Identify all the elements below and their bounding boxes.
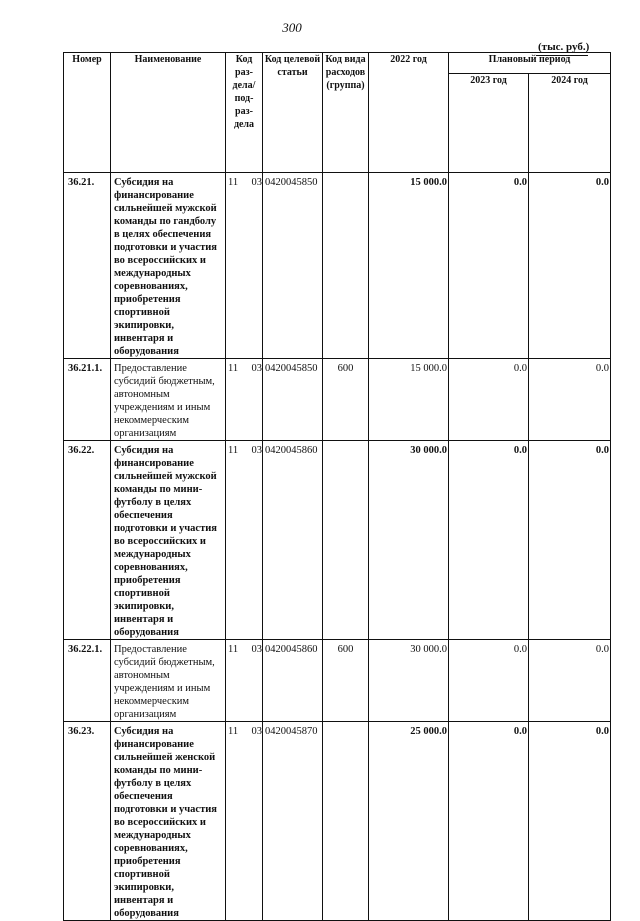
row-subsection: 03 xyxy=(251,445,262,456)
row-name: Субсидия на финансирование сильнейшей женской команды по мини-футболу в целях обеспечения подготовки и участия во всероссийских и международных соревнованиях, приобретения спортивной экипировки, инвентаря и оборудования xyxy=(111,722,226,921)
row-target-code: 0420045850 xyxy=(263,173,323,359)
row-target-code: 0420045860 xyxy=(263,441,323,640)
row-number: 36.21. xyxy=(64,173,111,359)
row-amount-2024: 0.0 xyxy=(529,359,611,441)
header-planned-period: Плановый период xyxy=(449,53,611,74)
row-section: 11 xyxy=(228,177,239,188)
row-amount-2022: 25 000.0 xyxy=(369,722,449,921)
row-amount-2023: 0.0 xyxy=(449,359,529,441)
row-amount-2022: 15 000.0 xyxy=(369,359,449,441)
row-section: 11 xyxy=(228,445,239,456)
units-label: (тыс. руб.) xyxy=(538,41,590,53)
row-subsection: 03 xyxy=(251,177,262,188)
row-amount-2023: 0.0 xyxy=(449,640,529,722)
row-section: 11 xyxy=(228,726,239,737)
table-row xyxy=(64,359,611,441)
header-expense-kind-code: Код вида расходов (группа) xyxy=(323,53,369,173)
row-subsection: 03 xyxy=(251,726,262,737)
table-row xyxy=(64,640,611,722)
row-expense-kind: 600 xyxy=(323,640,369,722)
row-section: 11 xyxy=(228,363,239,374)
row-number: 36.21.1. xyxy=(64,359,111,441)
row-number: 36.22.1. xyxy=(64,640,111,722)
header-section-code: Код раз-дела/ под-раз-дела xyxy=(226,53,263,173)
budget-table xyxy=(63,52,611,921)
row-amount-2023: 0.0 xyxy=(449,441,529,640)
table-row xyxy=(64,722,611,921)
row-target-code: 0420045870 xyxy=(263,722,323,921)
row-name: Субсидия на финансирование сильнейшей мужской команды по мини-футболу в целях обеспечения подготовки и участия во всероссийских и международных соревнованиях, приобретения спортивной экипировки, инвентаря и оборудования xyxy=(111,441,226,640)
header-year-2022: 2022 год xyxy=(369,53,449,173)
row-name: Субсидия на финансирование сильнейшей мужской команды по гандболу в целях обеспечения подготовки и участия во всероссийских и международных соревнованиях, приобретения спортивной экипировки, инвентаря и оборудования xyxy=(111,173,226,359)
header-year-2024: 2024 год xyxy=(529,74,611,173)
row-amount-2022: 30 000.0 xyxy=(369,640,449,722)
header-year-2023: 2023 год xyxy=(449,74,529,173)
row-expense-kind xyxy=(323,173,369,359)
row-section-code xyxy=(226,359,263,441)
row-amount-2022: 15 000.0 xyxy=(369,173,449,359)
row-expense-kind xyxy=(323,722,369,921)
row-name: Предоставление субсидий бюджетным, автономным учреждениям и иным некоммерческим организациям xyxy=(111,640,226,722)
row-section-code xyxy=(226,640,263,722)
row-subsection: 03 xyxy=(251,363,262,374)
header-target-code: Код целевой статьи xyxy=(263,53,323,173)
row-amount-2022: 30 000.0 xyxy=(369,441,449,640)
table-row xyxy=(64,173,611,359)
page-number: 300 xyxy=(282,20,302,35)
table-row xyxy=(64,441,611,640)
row-subsection: 03 xyxy=(251,644,262,655)
header-name: Наименование xyxy=(111,53,226,173)
row-target-code: 0420045860 xyxy=(263,640,323,722)
row-section-code xyxy=(226,173,263,359)
row-target-code: 0420045850 xyxy=(263,359,323,441)
row-section-code xyxy=(226,722,263,921)
row-number: 36.23. xyxy=(64,722,111,921)
row-amount-2023: 0.0 xyxy=(449,173,529,359)
row-amount-2024: 0.0 xyxy=(529,640,611,722)
row-section: 11 xyxy=(228,644,239,655)
row-amount-2024: 0.0 xyxy=(529,441,611,640)
row-expense-kind: 600 xyxy=(323,359,369,441)
header-number: Номер xyxy=(64,53,111,173)
row-amount-2024: 0.0 xyxy=(529,173,611,359)
row-section-code xyxy=(226,441,263,640)
row-name: Предоставление субсидий бюджетным, автономным учреждениям и иным некоммерческим организациям xyxy=(111,359,226,441)
row-amount-2024: 0.0 xyxy=(529,722,611,921)
row-amount-2023: 0.0 xyxy=(449,722,529,921)
row-number: 36.22. xyxy=(64,441,111,640)
row-expense-kind xyxy=(323,441,369,640)
